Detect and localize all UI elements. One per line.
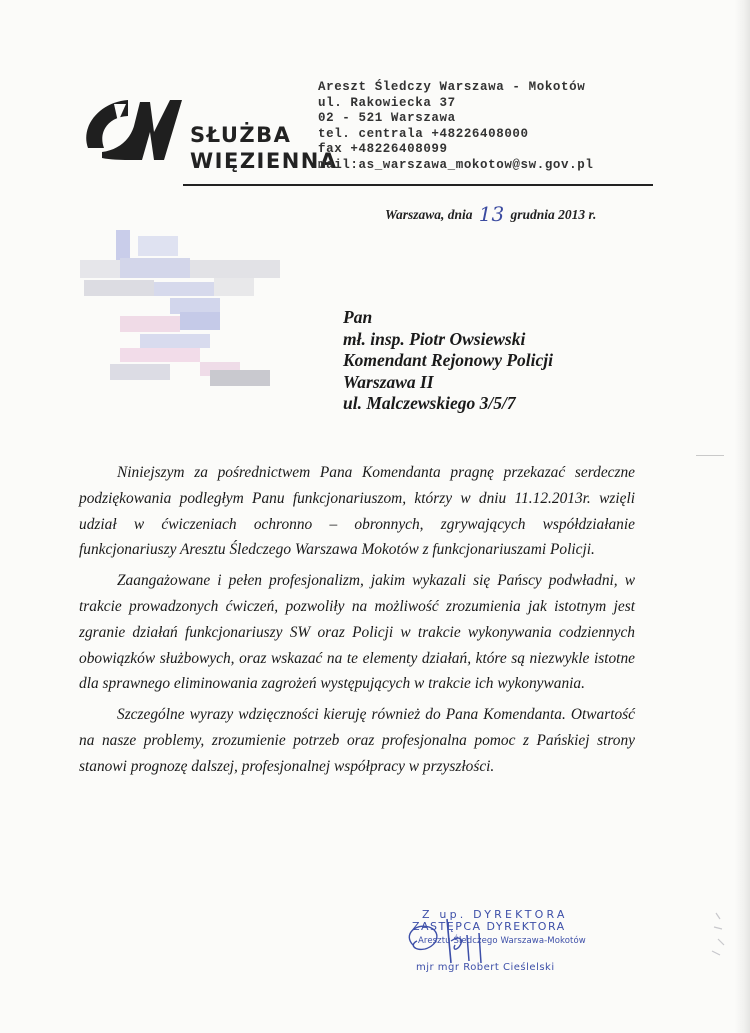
recipient-address xyxy=(343,307,553,415)
body-paragraph: Zaangażowane i pełen profesjonalizm, jakim wykazali się Pańscy podwładni, w trakcie prowadzonych ćwiczeń, pozwoliły na możliwość zrozumienia jak istotnym jest zgranie działań funkcjonariuszy SW oraz Policji w trakcie wykonywania codziennych obowiązków służbowych, oraz wskazać na te elementy działań, które są niezwykle istotne dla sprawnego eliminowania zagrożeń występujących w trakcie ich wykonywania. xyxy=(79,572,635,693)
paper-mark-icon xyxy=(710,905,732,965)
logo-line-2: WIĘZIENNA xyxy=(190,149,338,173)
stamp-line-4: mjr mgr Robert Cieślelski xyxy=(416,962,555,973)
paper-edge-shadow xyxy=(734,0,750,1033)
date-prefix: Warszawa, dnia xyxy=(385,207,473,222)
body-paragraph: Szczególne wyrazy wdzięczności kieruję również do Pana Komendanta. Otwartość na nasze problemy, zrozumienie potrzeb oraz profesjonalna pomoc z Pańskiej strony stanowi prognozę dalszej, profesjonalnej współpracy w przyszłości. xyxy=(79,706,635,775)
address-line: fax +48226408099 xyxy=(318,142,448,157)
stamp-line-1: Z up. DYREKTORA xyxy=(422,908,568,921)
address-line: 02 - 521 Warszawa xyxy=(318,111,456,126)
logo-line-1: SŁUŻBA xyxy=(190,123,292,147)
stamp-line-2: ZASTĘPCA DYREKTORA xyxy=(412,920,566,933)
handwritten-day: 13 xyxy=(478,202,505,226)
redacted-block xyxy=(80,222,295,392)
sender-address xyxy=(318,80,593,174)
address-line: Areszt Śledczy Warszawa - Mokotów xyxy=(318,80,586,94)
date-suffix: grudnia 2013 r. xyxy=(510,207,597,222)
recipient-line: ul. Malczewskiego 3/5/7 xyxy=(343,393,516,413)
recipient-line: Pan xyxy=(343,307,373,327)
date-line xyxy=(385,200,596,224)
sluzba-wiezienna-logo-icon xyxy=(78,86,188,170)
address-line: mail:as_warszawa_mokotow@sw.gov.pl xyxy=(318,157,594,172)
body-paragraph: Niniejszym za pośrednictwem Pana Komendanta pragnę przekazać serdeczne podziękowania podległym Panu funkcjonariuszom, którzy w dniu 11.12.2013r. wzięli udział w ćwiczeniach ochronno – obronnych, zgrywających współdziałanie funkcjonariuszy Aresztu Śledczego Warszawa Mokotów z funkcjonariuszami Policji. xyxy=(79,464,635,559)
header-divider xyxy=(183,184,653,186)
recipient-line: mł. insp. Piotr Owsiewski xyxy=(343,328,526,349)
recipient-line: Warszawa II xyxy=(343,371,434,392)
logo-wordmark xyxy=(190,122,338,174)
address-line: ul. Rakowiecka 37 xyxy=(318,95,456,110)
fold-mark xyxy=(696,455,724,470)
stamp-line-3: Aresztu Śledczego Warszawa-Mokotów xyxy=(418,936,586,946)
letter-body xyxy=(79,460,635,780)
recipient-line: Komendant Rejonowy Policji xyxy=(343,350,554,370)
handwritten-signature-icon xyxy=(395,905,535,975)
address-line: tel. centrala +48226408000 xyxy=(318,126,529,141)
